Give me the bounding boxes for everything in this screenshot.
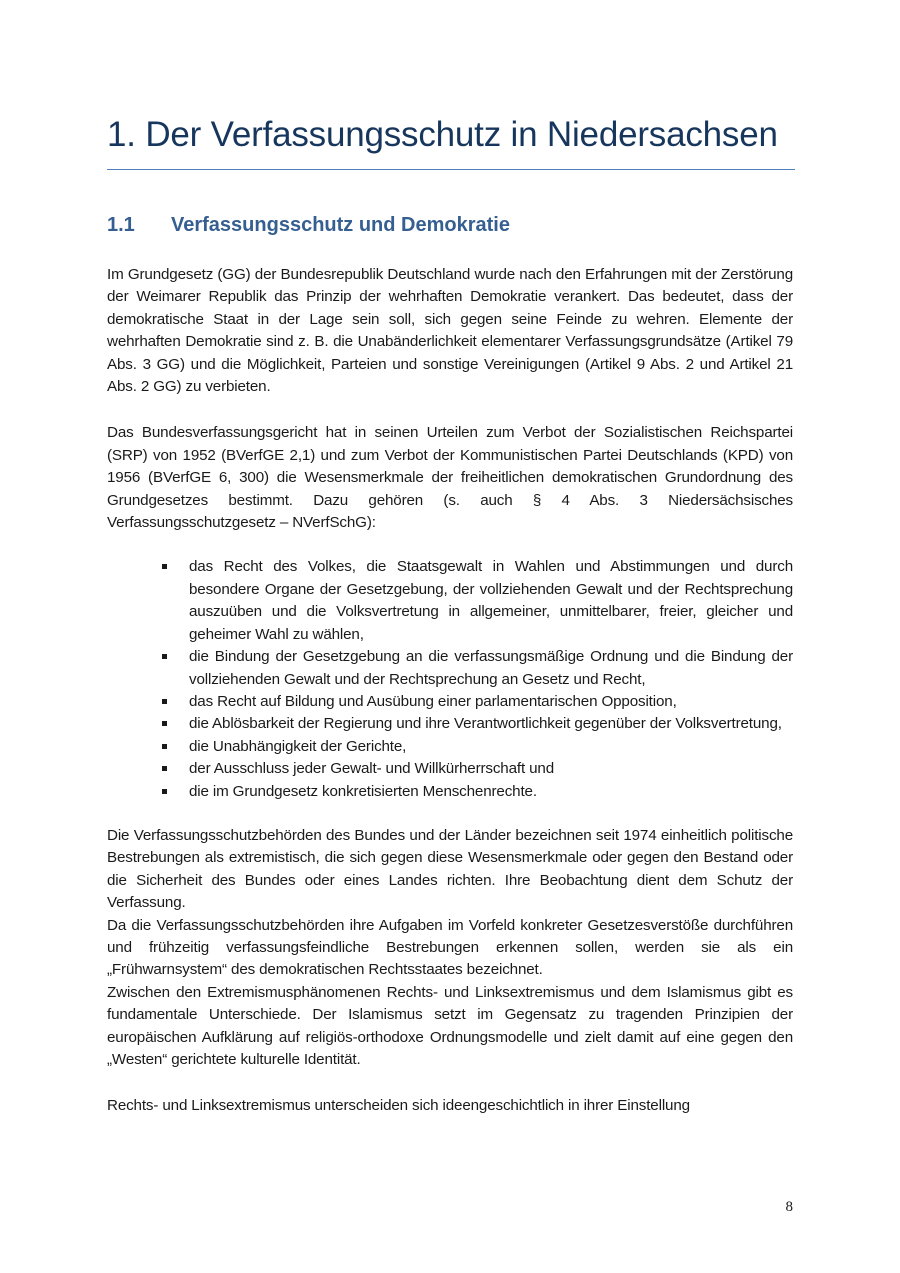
list-item: [189, 736, 793, 758]
square-bullet-icon: [162, 699, 167, 704]
square-bullet-icon: [162, 766, 167, 771]
paragraph-bundesverfassungsgericht: Das Bundesverfassungsgericht hat in seinen Urteilen zum Verbot der Sozialistischen Reichspartei (SRP) von 1952 (BVerfGE 2,1) und zum Verbot der Kommunistischen Partei Deutschlands (KPD) von 1956 (BVerfGE 6, 300) die Wesensmerkmale der freiheitlichen demokratischen Grundordnung des Grundgesetzes bestimmt. Dazu gehören (s. auch § 4 Abs. 3 Niedersächsisches Verfassungsschutzgesetz – NVerfSchG):: [107, 424, 793, 532]
page-number: 8: [785, 1199, 793, 1215]
page-content: [107, 110, 793, 1118]
list-item: [189, 556, 793, 646]
section-title: Verfassungsschutz und Demokratie: [171, 214, 510, 236]
list-item: [189, 691, 793, 713]
paragraph-fruehwarnsystem: Da die Verfassungsschutzbehörden ihre Aufgaben im Vorfeld konkreter Gesetzesverstöße durchführen und frühzeitig verfassungsfeindliche Bestrebungen erkennen sollen, werden sie als ein „Frühwarnsystem“ des demokratischen Rechtsstaates bezeichnet.: [107, 916, 793, 979]
list-item-text: das Recht auf Bildung und Ausübung einer parlamentarischen Opposition,: [189, 692, 677, 710]
section-heading: [107, 211, 793, 239]
square-bullet-icon: [162, 721, 167, 726]
list-item: [189, 758, 793, 780]
list-item-text: das Recht des Volkes, die Staatsgewalt in Wahlen und Abstimmungen und durch besondere Organe der Gesetzgebung, der vollziehenden Gewalt und der Rechtsprechung auszuüben und die Volksvertretung in allgemeiner, unmittelbarer, freier, gleicher und geheimer Wahl zu wählen,: [189, 558, 793, 643]
list-item-text: die im Grundgesetz konkretisierten Menschenrechte.: [189, 782, 537, 800]
list-item: [189, 646, 793, 691]
paragraph-extremismus-definition: Die Verfassungsschutzbehörden des Bundes und der Länder bezeichnen seit 1974 einheitlich politische Bestrebungen als extremistisch, die sich gegen diese Wesensmerkmale oder gegen den Bestand oder die Sicherheit des Bundes oder eines Landes richten. Ihre Beobachtung dient dem Schutz der Verfassung.: [107, 826, 793, 912]
list-item: [189, 713, 793, 735]
paragraph-rechts-links: Rechts- und Linksextremismus unterscheiden sich ideengeschichtlich in ihrer Einstellung: [107, 1097, 690, 1115]
list-item-text: die Unabhängigkeit der Gerichte,: [189, 737, 407, 755]
square-bullet-icon: [162, 789, 167, 794]
fdgo-bullet-list: [107, 556, 793, 802]
square-bullet-icon: [162, 654, 167, 659]
square-bullet-icon: [162, 744, 167, 749]
list-item: [189, 781, 793, 803]
chapter-title-rule: [107, 169, 795, 170]
paragraph-islamismus: Zwischen den Extremismusphänomenen Rechts- und Linksextremismus und dem Islamismus gibt es fundamentale Unterschiede. Der Islamismus setzt im Gegensatz zu tragenden Prinzipien der europäischen Aufklärung auf religiös-orthodoxe Ordnungsmodelle und zielt damit auf eine gegen den „Westen“ gerichtete kulturelle Identität.: [107, 983, 793, 1068]
chapter-title: 1. Der Verfassungsschutz in Niedersachsen: [107, 115, 778, 154]
list-item-text: die Ablösbarkeit der Regierung und ihre Verantwortlichkeit gegenüber der Volksvertretung,: [189, 715, 782, 733]
square-bullet-icon: [162, 564, 167, 569]
list-item-text: die Bindung der Gesetzgebung an die verfassungsmäßige Ordnung und die Bindung der vollziehenden Gewalt und der Rechtsprechung an Gesetz und Recht,: [189, 648, 793, 688]
list-item-text: der Ausschluss jeder Gewalt- und Willkürherrschaft und: [189, 760, 555, 778]
paragraph-grundgesetz: Im Grundgesetz (GG) der Bundesrepublik Deutschland wurde nach den Erfahrungen mit der Zerstörung der Weimarer Republik das Prinzip der wehrhaften Demokratie verankert. Das bedeutet, dass der demokratische Staat in der Lage sein soll, sich gegen seine Feinde zu wehren. Elemente der wehrhaften Demokratie sind z. B. die Unabänderlichkeit elementarer Verfassungsgrundsätze (Artikel 79 Abs. 3 GG) und die Möglichkeit, Parteien und sonstige Vereinigungen (Artikel 9 Abs. 2 und Artikel 21 Abs. 2 GG) zu verbieten.: [107, 266, 793, 396]
section-number: 1.1: [107, 214, 135, 236]
